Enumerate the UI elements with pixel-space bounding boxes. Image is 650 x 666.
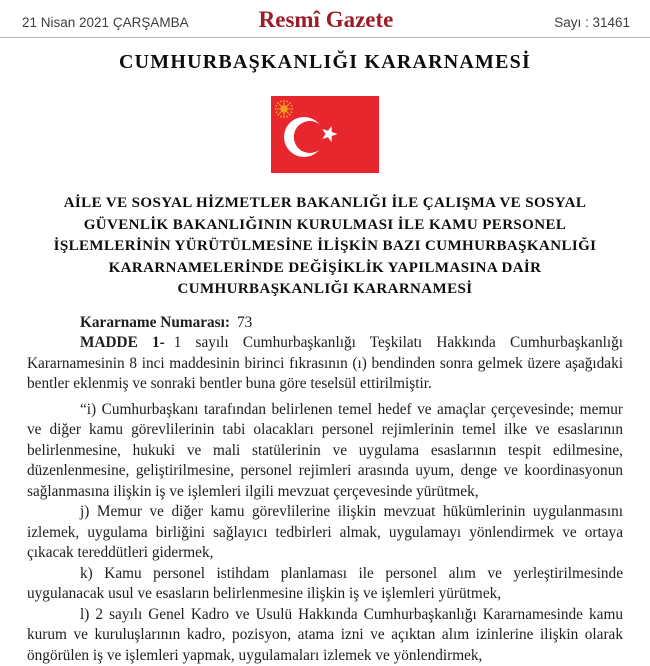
gazette-brand-title: Resmî Gazete (258, 7, 394, 32)
decree-number-line (27, 313, 623, 334)
decree-title-line-5: CUMHURBAŞKANLIĞI KARARNAMESİ (177, 281, 473, 297)
masthead (0, 0, 650, 32)
article-madde-1-lead: MADDE 1- (80, 334, 165, 351)
article-madde-1 (27, 333, 623, 395)
decree-number-value: 73 (236, 313, 253, 331)
issue-date: 21 Nisan 2021 ÇARŞAMBA (22, 15, 189, 30)
decree-title-line-4: KARARNAMELERİNDE DEĞİŞİKLİK YAPILMASINA DAİR (108, 259, 542, 276)
clause-k: k) Kamu personel istihdam planlaması ile personel alım ve yerleştirilmesinde uygulanacak usul ve esasların belirlenmesine ilişkin iş ve işlemleri yürütmek, (27, 564, 623, 602)
article-madde-1-text: 1 sayılı Cumhurbaşkanlığı Teşkilatı Hakkında Cumhurbaşkanlığı Kararnamesinin 8 inci maddesinin birinci fıkrasının (ı) bendinden sonra gelmek üzere aşağıdaki bentler eklenmiş ve sonraki bentler buna göre teselsül ettirilmiştir. (27, 334, 624, 392)
decree-number-label: Kararname Numarası: (80, 313, 230, 331)
flag-container (0, 96, 650, 173)
decree-title-line-3: İŞLEMLERİNİN YÜRÜTÜLMESİNE İLİŞKİN BAZI CUMHURBAŞKANLIĞI (53, 238, 597, 254)
decree-title-line-1: AİLE VE SOSYAL HİZMETLER BAKANLIĞI İLE ÇALIŞMA VE SOSYAL (63, 195, 587, 211)
clause-i: “i) Cumhurbaşkanı tarafından belirlenen temel hedef ve amaçlar çerçevesinde; memur ve diğer kamu görevlilerinin tabi olacakları personel rejimlerinin temel ilke ve esaslarının belirlenmesine, hukuki ve mali statülerinin ve uygulama esaslarının tespit edilmesine, düzenlenmesine, geliştirilmesine, personel rejimleri arasında uyum, denge ve koordinasyonun sağlanmasına ilişkin iş ve işlemleri ilgili mevzuat çerçevesinde yürütmek, (27, 400, 623, 500)
header-divider (0, 37, 650, 38)
clause-l: l) 2 sayılı Genel Kadro ve Usulü Hakkında Cumhurbaşkanlığı Kararnamesinde kamu kurum ve kuruluşlarının kadro, pozisyon, atama izni ve açıktan alım izinlerine ilişkin olarak öngörülen iş ve işlemleri yapmak, uygulamaları izlemek ve yönlendirmek, (27, 605, 623, 664)
document-type-title: CUMHURBAŞKANLIĞI KARARNAMESİ (119, 51, 531, 73)
presidential-sun-seal (275, 100, 293, 118)
decree-body (27, 313, 623, 666)
clause-j: j) Memur ve diğer kamu görevlilerine ilişkin mevzuat hükümlerinin uygulanmasını izlemek, uygulama birliğini sağlayıcı tedbirleri almak, uygulamayı yönlendirmek ve ortaya çıkacak tereddütleri gidermek, (27, 503, 623, 561)
issue-number: Sayı : 31461 (554, 15, 630, 30)
decree-title-line-2: GÜVENLİK BAKANLIĞININ KURULMASI İLE KAMU PERSONEL (83, 216, 567, 233)
turkish-flag-presidential-seal-icon (271, 96, 379, 173)
decree-title (30, 193, 620, 301)
